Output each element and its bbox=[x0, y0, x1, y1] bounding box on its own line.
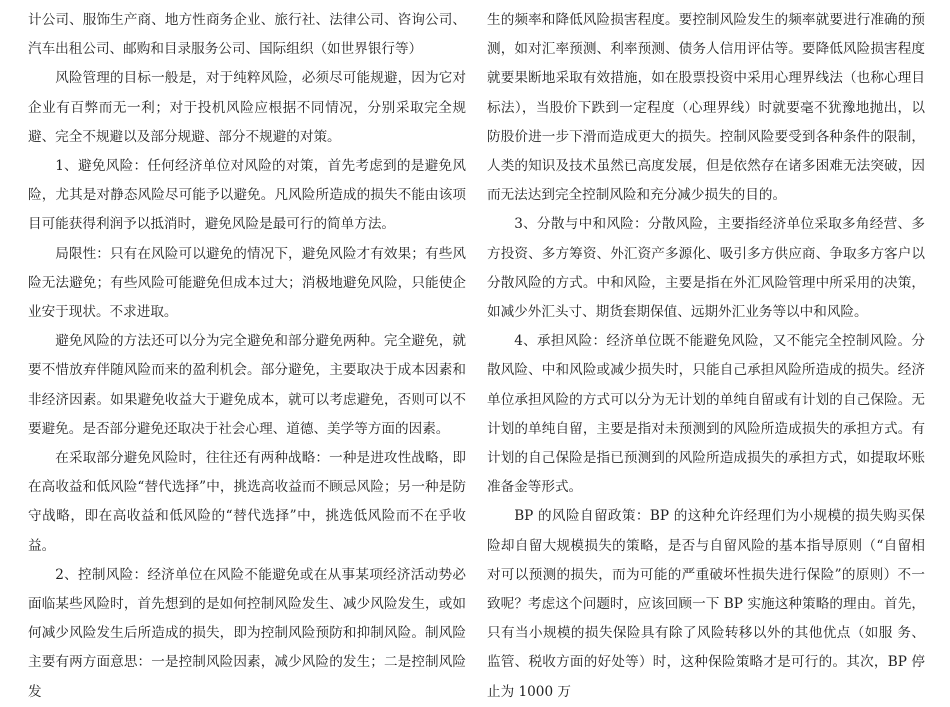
paragraph: 风险管理的目标一般是，对于纯粹风险，必须尽可能规避，因为它对企业有百弊而无一利；对于投机风险应根据不同情况，分别采取完全规避、完全不规避以及部分规避、部分不规避的对策。 bbox=[28, 70, 466, 145]
paragraph: BP 的风险自留政策：BP 的这种允许经理们为小规模的损失购买保险却自留大规模损失的策略，是否与自留风险的基本指导原则（“自留相对可以预测的损失，而为可能的严重破坏性损失进行保险”的原则）不一致呢？考虑这个问题时，应该回顾一下 BP 实施这种策略的理由。首先，只有当小规模的损失保险具有除了风险转移以外的其他优点（如服 务、监管、税收方面的好处等）时，这种保险策略才是可行的。其次，BP 停止为 1000 万 bbox=[487, 508, 925, 700]
paragraph: 计公司、服饰生产商、地方性商务企业、旅行社、法律公司、咨询公司、汽车出租公司、邮购和目录服务公司、国际组织（如世界银行等） bbox=[28, 12, 466, 58]
paragraph: 局限性：只有在风险可以避免的情况下，避免风险才有效果；有些风险无法避免；有些风险可能避免但成本过大；消极地避免风险，只能使企业安于现状。不求进取。 bbox=[28, 245, 466, 321]
paragraph: 4、承担风险：经济单位既不能避免风险，又不能完全控制风险。分散风险、中和风险或减少损失时，只能自己承担风险所造成的损失。经济单位承担风险的方式可以分为无计划的单纯自留或有计划的自己保险。无计划的单纯自留，主要是指对未预测到的风险所造成损失的承担方式。有计划的自己保险是指已预测到的风险所造成损失的承担方式，如提取坏账准备金等形式。 bbox=[487, 333, 925, 496]
paragraph: 1、避免风险：任何经济单位对风险的对策，首先考虑到的是避免风险，尤其是对静态风险尽可能予以避免。凡风险所造成的损失不能由该项目可能获得利润予以抵消时，避免风险是最可行的简单方法。 bbox=[28, 158, 466, 233]
left-column bbox=[28, 6, 466, 707]
right-column bbox=[487, 6, 925, 707]
paragraph: 3、分散与中和风险：分散风险，主要指经济单位采取多角经营、多方投资、多方筹资、外汇资产多源化、吸引多方供应商、争取多方客户以分散风险的方式。中和风险，主要是指在外汇风险管理中所采用的决策，如减少外汇头寸、期货套期保值、远期外汇业务等以中和风险。 bbox=[487, 216, 925, 321]
paragraph: 在采取部分避免风险时，往往还有两种战略：一种是进攻性战略，即在高收益和低风险“替代选择”中，挑选高收益而不顾忌风险；另一种是防守战略，即在高收益和低风险的“替代选择”中，挑选低风险而不在乎收益。 bbox=[28, 450, 466, 554]
paragraph: 避免风险的方法还可以分为完全避免和部分避免两种。完全避免，就要不惜放弃伴随风险而来的盈利机会。部分避免，主要取决于成本因素和非经济因素。如果避免收益大于避免成本，就可以考虑避免，否则可以不要避免。是否部分避免还取决于社会心理、道德、美学等方面的因素。 bbox=[28, 333, 466, 437]
paragraph: 2、控制风险：经济单位在风险不能避免或在从事某项经济活动势必面临某些风险时，首先想到的是如何控制风险发生、减少风险发生，或如何减少风险发生后所造成的损失，即为控制风险预防和抑制风险。制风险主要有两方面意思：一是控制风险因素，减少风险的发生；二是控制风险发 bbox=[28, 566, 466, 700]
paragraph: 生的频率和降低风险损害程度。要控制风险发生的频率就要进行准确的预测，如对汇率预测、利率预测、债务人信用评估等。要降低风险损害程度就要果断地采取有效措施，如在股票投资中采用心理界线法（也称心理目标法），当股价下跌到一定程度（心理界线）时就要毫不犹豫地抛出，以防股价进一步下滑而造成更大的损失。控制风险要受到各种条件的限制，人类的知识及技术虽然已高度发展，但是依然存在诸多困难无法突破，因而无法达到完全控制风险和充分减少损失的目的。 bbox=[487, 12, 925, 204]
